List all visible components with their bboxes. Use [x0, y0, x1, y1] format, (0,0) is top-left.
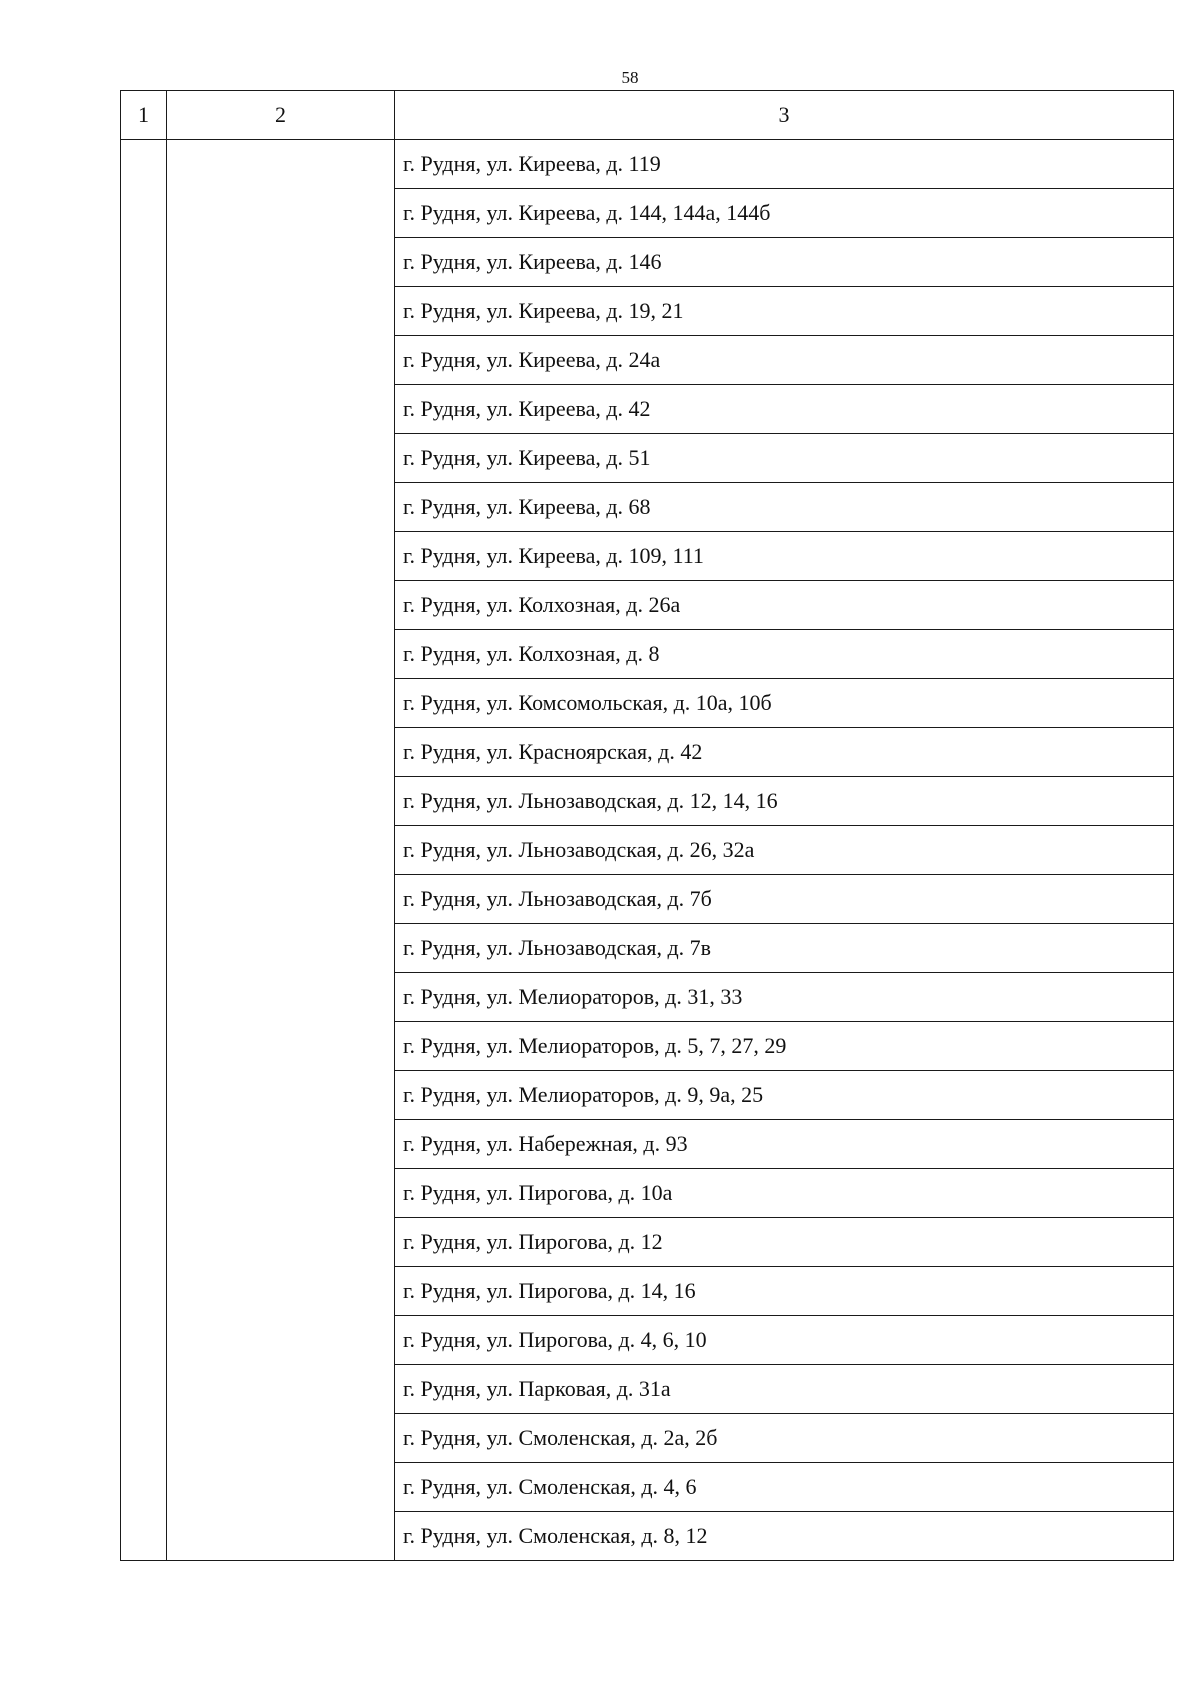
- table-body: [121, 91, 1174, 1561]
- address-cell: г. Рудня, ул. Киреева, д. 42: [395, 385, 1174, 434]
- address-cell: г. Рудня, ул. Колхозная, д. 26а: [395, 581, 1174, 630]
- address-cell: г. Рудня, ул. Смоленская, д. 2а, 2б: [395, 1414, 1174, 1463]
- address-cell: г. Рудня, ул. Киреева, д. 51: [395, 434, 1174, 483]
- table-row: [121, 140, 1174, 189]
- address-cell: г. Рудня, ул. Смоленская, д. 8, 12: [395, 1512, 1174, 1561]
- address-cell: г. Рудня, ул. Льнозаводская, д. 12, 14, 16: [395, 777, 1174, 826]
- column-header-1: 1: [121, 91, 167, 140]
- address-cell: г. Рудня, ул. Набережная, д. 93: [395, 1120, 1174, 1169]
- address-cell: г. Рудня, ул. Красноярская, д. 42: [395, 728, 1174, 777]
- address-cell: г. Рудня, ул. Парковая, д. 31а: [395, 1365, 1174, 1414]
- address-cell: г. Рудня, ул. Киреева, д. 68: [395, 483, 1174, 532]
- address-cell: г. Рудня, ул. Колхозная, д. 8: [395, 630, 1174, 679]
- address-cell: г. Рудня, ул. Льнозаводская, д. 26, 32а: [395, 826, 1174, 875]
- address-cell: г. Рудня, ул. Комсомольская, д. 10а, 10б: [395, 679, 1174, 728]
- page-number: 58: [621, 68, 639, 87]
- address-cell: г. Рудня, ул. Пирогова, д. 10а: [395, 1169, 1174, 1218]
- address-cell: г. Рудня, ул. Пирогова, д. 14, 16: [395, 1267, 1174, 1316]
- address-cell: г. Рудня, ул. Киреева, д. 24а: [395, 336, 1174, 385]
- column-1-cell: [121, 140, 167, 1561]
- address-cell: г. Рудня, ул. Киреева, д. 119: [395, 140, 1174, 189]
- address-table: [120, 90, 1174, 1561]
- address-cell: г. Рудня, ул. Киреева, д. 146: [395, 238, 1174, 287]
- address-cell: г. Рудня, ул. Смоленская, д. 4, 6: [395, 1463, 1174, 1512]
- address-cell: г. Рудня, ул. Мелиораторов, д. 31, 33: [395, 973, 1174, 1022]
- address-cell: г. Рудня, ул. Льнозаводская, д. 7в: [395, 924, 1174, 973]
- column-header-2: 2: [167, 91, 395, 140]
- address-cell: г. Рудня, ул. Киреева, д. 109, 111: [395, 532, 1174, 581]
- address-cell: г. Рудня, ул. Киреева, д. 144, 144а, 144б: [395, 189, 1174, 238]
- address-cell: г. Рудня, ул. Мелиораторов, д. 5, 7, 27, 29: [395, 1022, 1174, 1071]
- table-header-row: [121, 91, 1174, 140]
- address-cell: г. Рудня, ул. Киреева, д. 19, 21: [395, 287, 1174, 336]
- address-cell: г. Рудня, ул. Льнозаводская, д. 7б: [395, 875, 1174, 924]
- address-cell: г. Рудня, ул. Мелиораторов, д. 9, 9а, 25: [395, 1071, 1174, 1120]
- address-cell: г. Рудня, ул. Пирогова, д. 12: [395, 1218, 1174, 1267]
- column-header-3: 3: [395, 91, 1174, 140]
- column-2-cell: [167, 140, 395, 1561]
- address-cell: г. Рудня, ул. Пирогова, д. 4, 6, 10: [395, 1316, 1174, 1365]
